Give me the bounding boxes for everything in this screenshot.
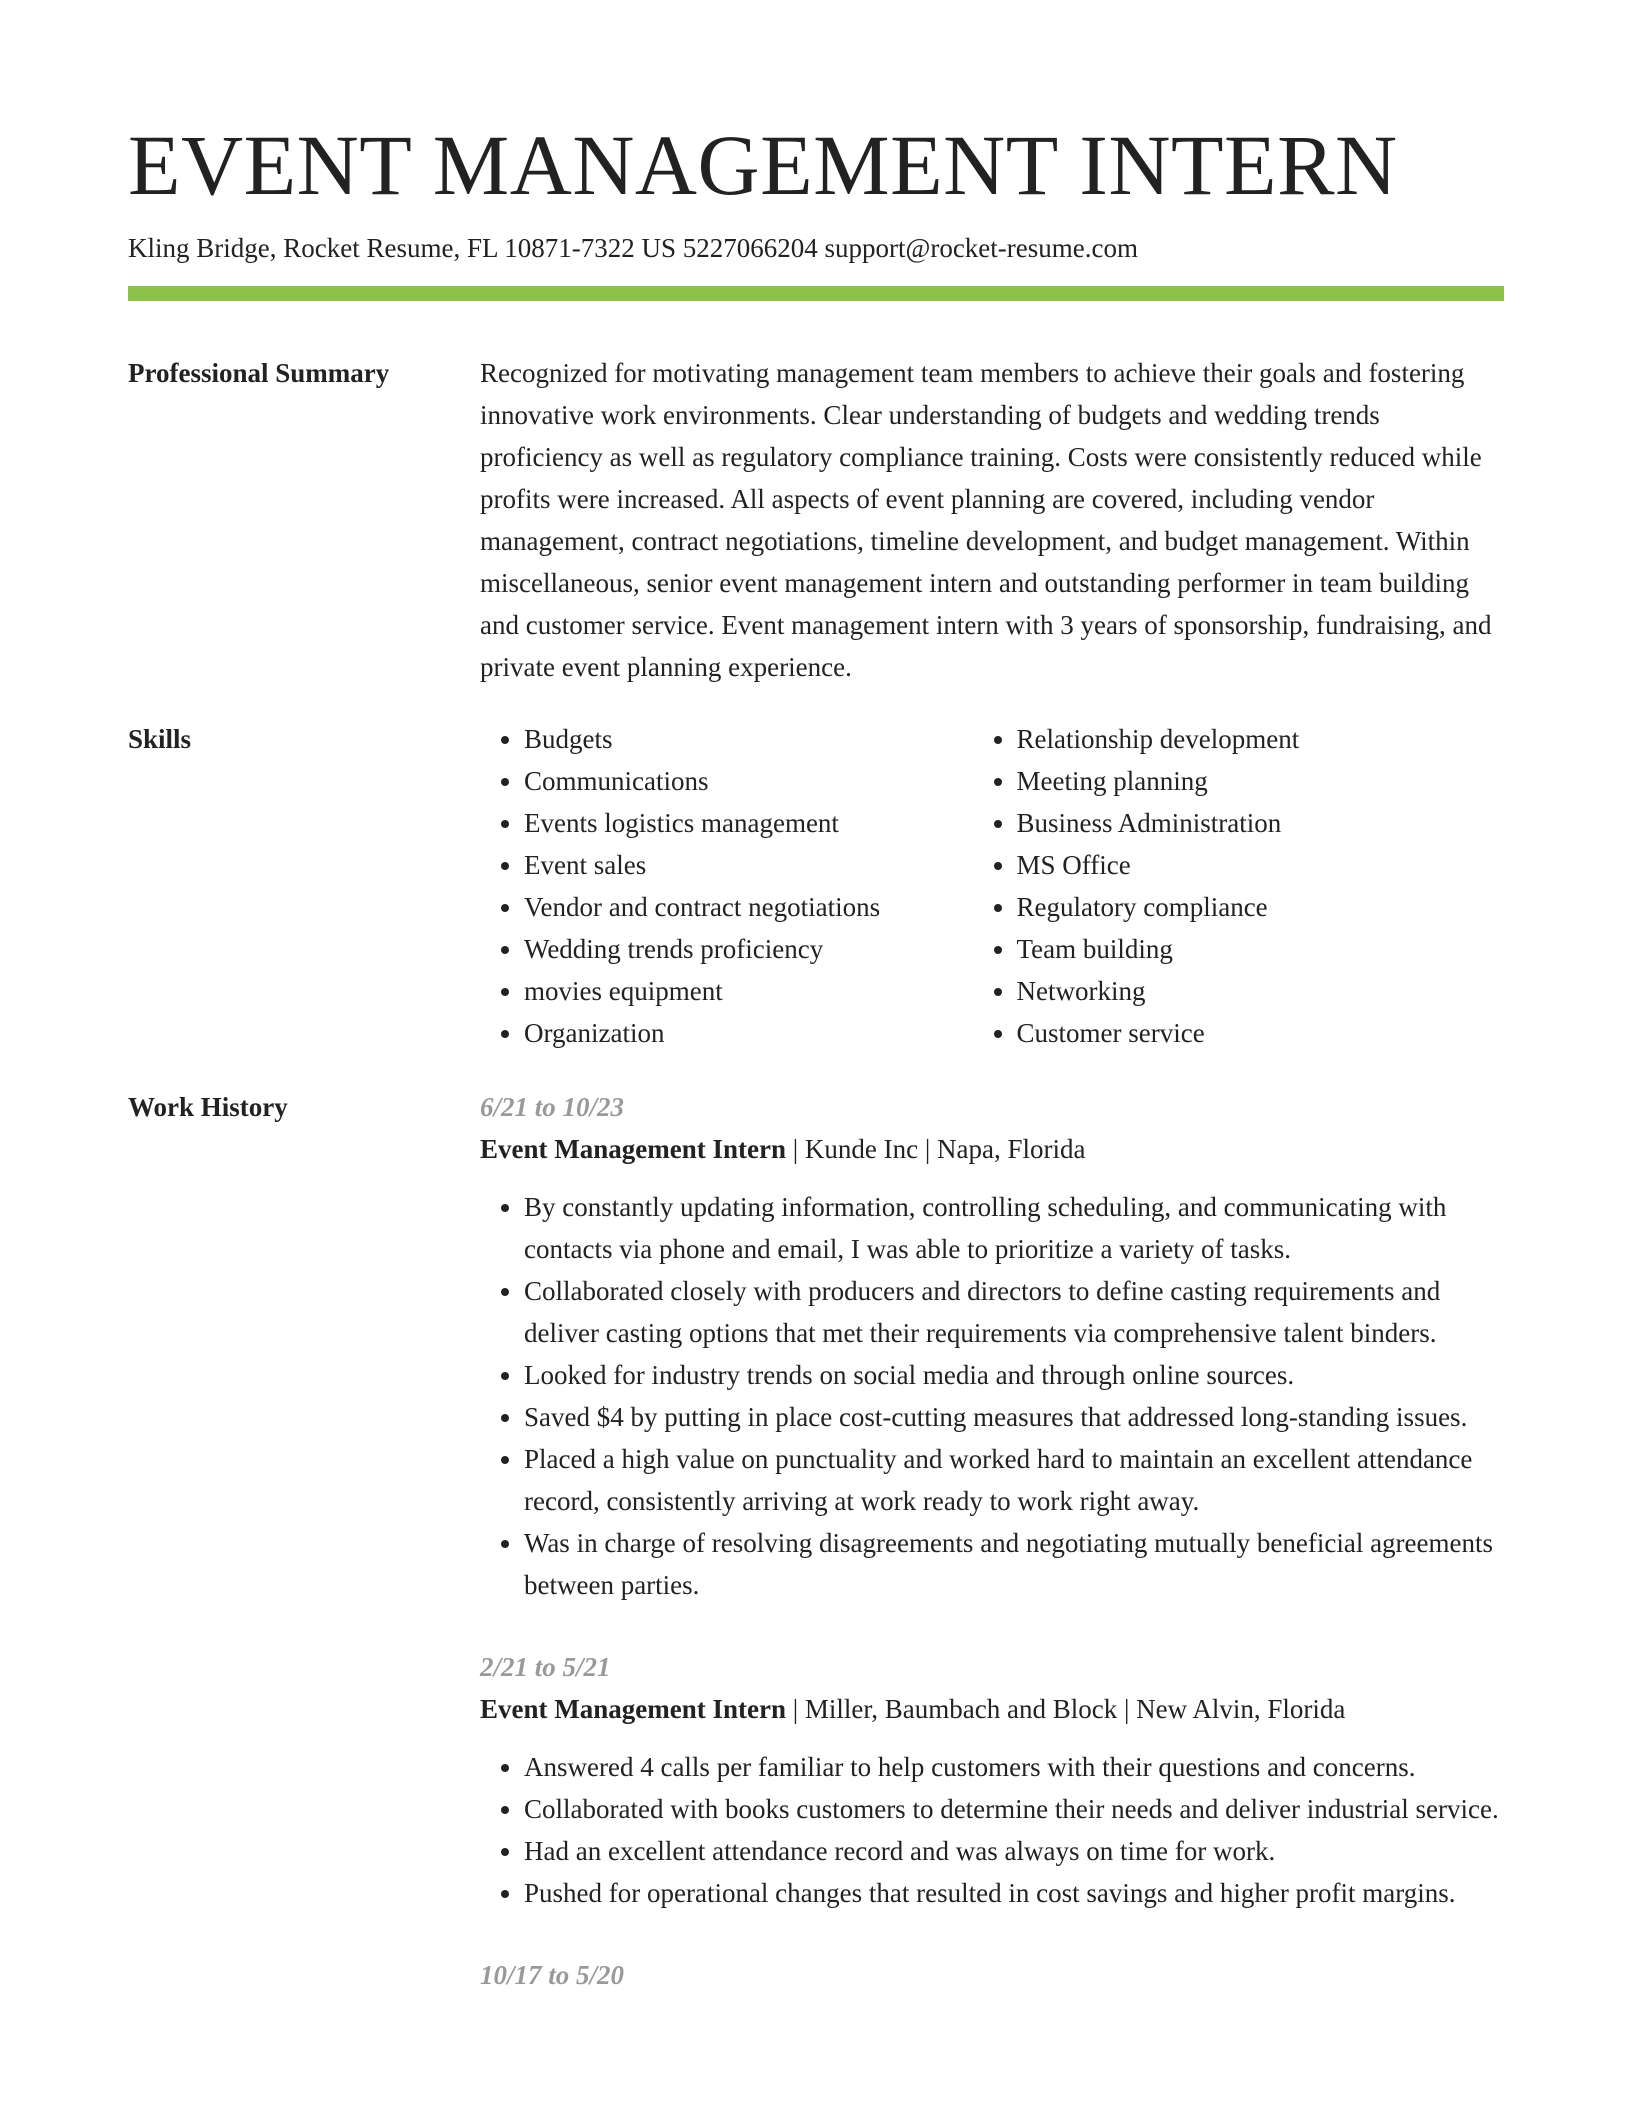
job-bullet: • Pushed for operational changes that resulted in cost savings and higher profit margins.	[524, 1872, 1504, 1914]
skill-item: • Customer service	[1017, 1012, 1505, 1054]
skill-item: • Team building	[1017, 928, 1505, 970]
job-bullet: • Had an excellent attendance record and was always on time for work.	[524, 1830, 1504, 1872]
skill-item: • Meeting planning	[1017, 760, 1505, 802]
job-title: Event Management Intern	[480, 1694, 786, 1724]
skill-item: • Vendor and contract negotiations	[524, 886, 973, 928]
skill-item: • Budgets	[524, 718, 973, 760]
work-history-heading: Work History	[128, 1092, 288, 1122]
job-employer-location: | Kunde Inc | Napa, Florida	[785, 1134, 1086, 1164]
skill-item: • Wedding trends proficiency	[524, 928, 973, 970]
job-dates: 2/21 to 5/21	[480, 1652, 611, 1682]
job-bullet-list	[480, 1186, 1504, 1606]
job-list	[480, 1086, 1504, 2036]
skill-item: • Event sales	[524, 844, 973, 886]
contact-line: Kling Bridge, Rocket Resume, FL 10871-7322 US 5227066204 support@rocket-resume.com	[128, 233, 1138, 263]
skill-item: • Relationship development	[1017, 718, 1505, 760]
summary-heading: Professional Summary	[128, 358, 390, 388]
job-title: Event Management Intern	[480, 1134, 786, 1164]
job-bullet: • By constantly updating information, controlling scheduling, and communicating with contacts via phone and email, I was able to prioritize a variety of tasks.	[524, 1186, 1504, 1270]
skills-list-left	[480, 718, 973, 1054]
skill-item: • Networking	[1017, 970, 1505, 1012]
job-header	[480, 1128, 1504, 1170]
accent-divider	[128, 286, 1504, 301]
summary-text: Recognized for motivating management team members to achieve their goals and fostering innovative work environments. Clear understanding of budgets and wedding trends proficiency as well as regulatory compliance training. Costs were consistently reduced while profits were increased. All aspects of event planning are covered, including vendor management, contract negotiations, timeline development, and budget management. Within miscellaneous, senior event management intern and outstanding performer in team building and customer service. Event management intern with 3 years of sponsorship, fundraising, and private event planning experience.	[480, 358, 1492, 682]
skill-item: • Communications	[524, 760, 973, 802]
skill-item: • movies equipment	[524, 970, 973, 1012]
job-bullet: • Looked for industry trends on social media and through online sources.	[524, 1354, 1504, 1396]
skill-item: • Organization	[524, 1012, 973, 1054]
job-employer-location: | Miller, Baumbach and Block | New Alvin, Florida	[785, 1694, 1346, 1724]
job-entry	[480, 1086, 1504, 1606]
job-bullet-list	[480, 1746, 1504, 1914]
skill-item: • Events logistics management	[524, 802, 973, 844]
job-dates: 6/21 to 10/23	[480, 1092, 625, 1122]
job-bullet: • Collaborated with books customers to determine their needs and deliver industrial service.	[524, 1788, 1504, 1830]
job-entry	[480, 1646, 1504, 1914]
job-entry	[480, 1954, 1504, 1996]
job-bullet: • Placed a high value on punctuality and worked hard to maintain an excellent attendance record, consistently arriving at work ready to work right away.	[524, 1438, 1504, 1522]
job-dates: 10/17 to 5/20	[480, 1960, 625, 1990]
job-bullet: • Answered 4 calls per familiar to help customers with their questions and concerns.	[524, 1746, 1504, 1788]
candidate-name: EVENT MANAGEMENT INTERN	[128, 117, 1398, 213]
job-bullet: • Collaborated closely with producers and directors to define casting requirements and deliver casting options that met their requirements via comprehensive talent binders.	[524, 1270, 1504, 1354]
job-bullet: • Saved $4 by putting in place cost-cutting measures that addressed long-standing issues.	[524, 1396, 1504, 1438]
skill-item: • Business Administration	[1017, 802, 1505, 844]
job-bullet: • Was in charge of resolving disagreements and negotiating mutually beneficial agreements between parties.	[524, 1522, 1504, 1606]
skills-list-right	[973, 718, 1505, 1054]
job-header	[480, 1688, 1504, 1730]
skill-item: • Regulatory compliance	[1017, 886, 1505, 928]
skills-heading: Skills	[128, 724, 192, 754]
skill-item: • MS Office	[1017, 844, 1505, 886]
